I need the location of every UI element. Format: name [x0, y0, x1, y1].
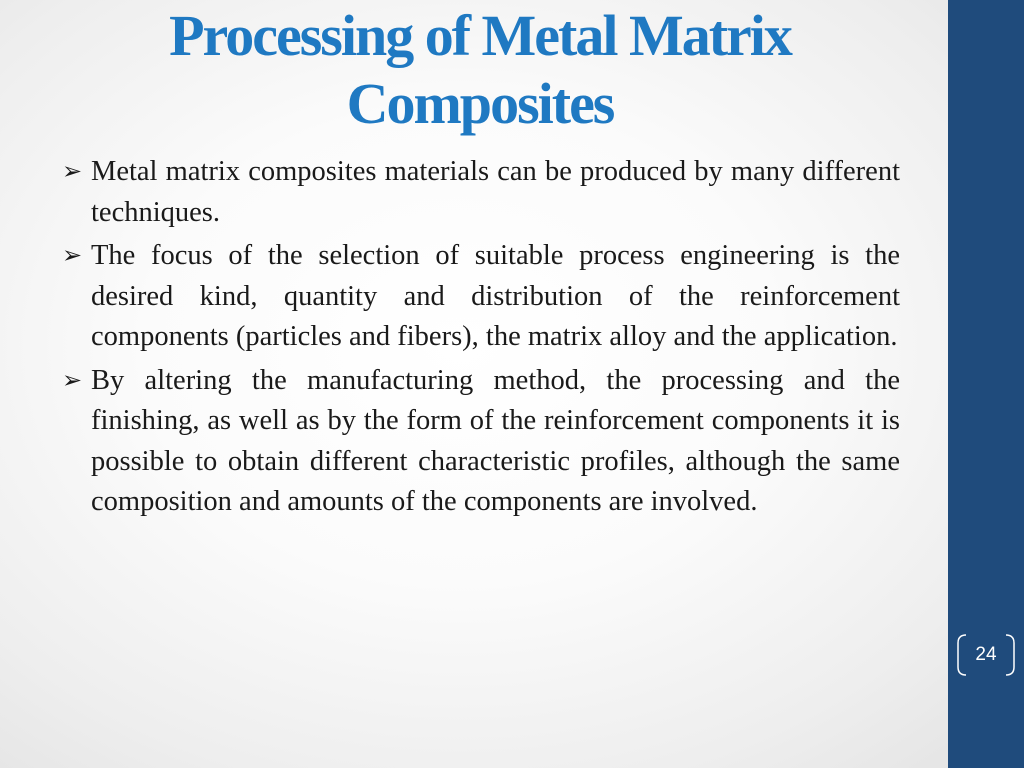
bullet-list: [62, 152, 900, 526]
slide-title: [60, 2, 900, 138]
bullet-item: [62, 361, 900, 523]
arrow-bullet-icon: ➢: [62, 159, 83, 185]
slide-title-line-1: Processing of Metal Matrix: [169, 3, 791, 68]
page-number: 24: [975, 644, 997, 665]
bullet-item: [62, 236, 900, 358]
slide-title-line-2: Composites: [346, 71, 614, 136]
bullet-text: Metal matrix composites materials can be produced by many different techniques.: [91, 156, 900, 228]
bullet-text: By altering the manufacturing method, the processing and the finishing, as well as by the form of the reinforcement components it is possible to obtain different characteristic profiles, although the same composition and amounts of the components are involved.: [91, 364, 900, 517]
arrow-bullet-icon: ➢: [62, 243, 83, 269]
arrow-bullet-icon: ➢: [62, 367, 83, 394]
bullet-text: The focus of the selection of suitable process engineering is the desired kind, quantity and distribution of the reinforcement components (particles and fibers), the matrix alloy and the application.: [91, 240, 900, 352]
bullet-item: [62, 152, 900, 233]
page-number-badge: [956, 633, 1016, 677]
